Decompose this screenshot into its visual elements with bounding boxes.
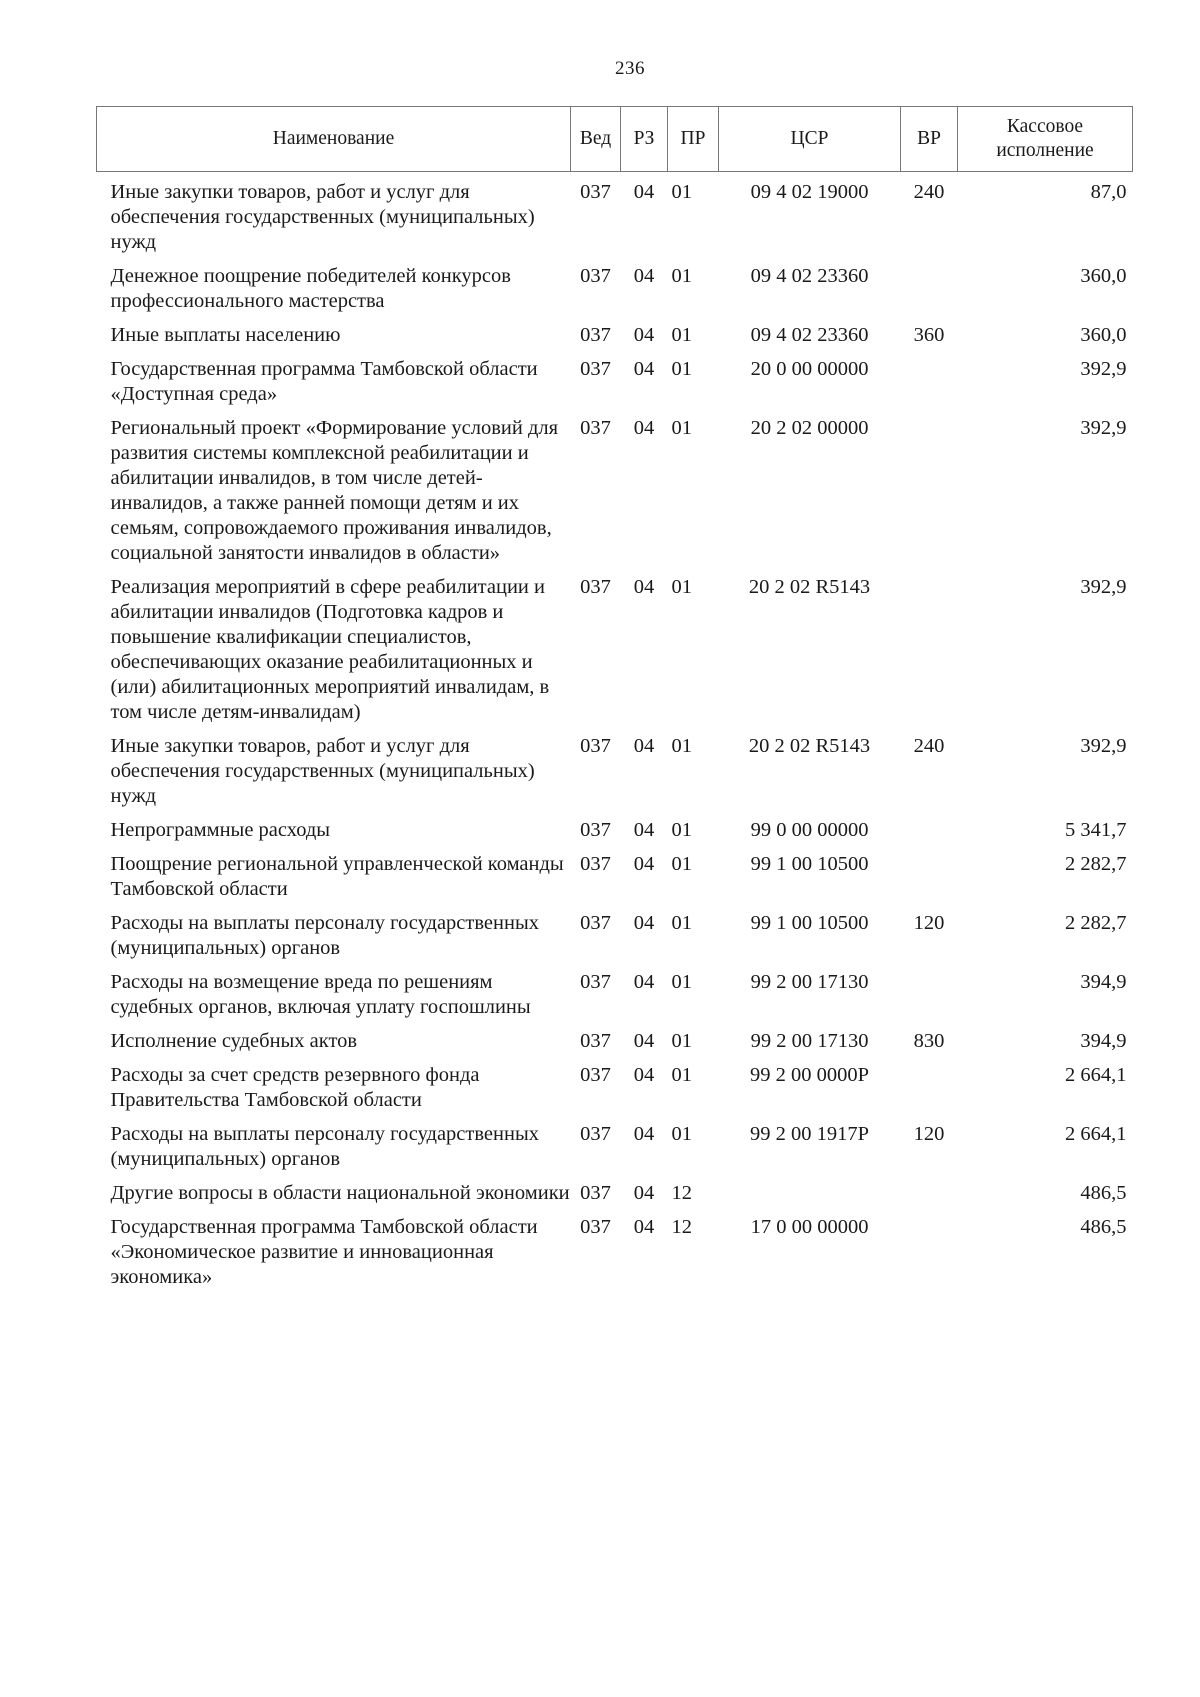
cell-sum: 486,5: [1080, 1182, 1127, 1204]
cell-sum: 394,9: [1080, 971, 1127, 993]
header-rz: РЗ: [621, 107, 668, 172]
cell-rz: 04: [633, 181, 655, 203]
cell-rz: 04: [633, 735, 655, 757]
cell-rz: 04: [633, 971, 655, 993]
table-row: [97, 409, 1133, 568]
cell-vr: 120: [913, 912, 945, 934]
cell-pr: 01: [671, 358, 692, 380]
cell-ved: 037: [580, 853, 611, 875]
cell-sum: 392,9: [1080, 417, 1127, 439]
cell-rz: 04: [633, 324, 655, 346]
cell-sum: 392,9: [1080, 358, 1127, 380]
cell-ved: 037: [580, 576, 611, 598]
table-row: [97, 257, 1133, 316]
header-name: Наименование: [97, 107, 571, 172]
table-row: [97, 904, 1133, 963]
header-sum: Кассовое исполнение: [958, 107, 1133, 172]
table-row: [97, 172, 1133, 258]
cell-name: Исполнение судебных актов: [110, 1030, 358, 1052]
table-row: [97, 1022, 1133, 1056]
cell-vr: 830: [913, 1030, 945, 1052]
cell-rz: 04: [633, 1182, 655, 1204]
cell-pr: 12: [671, 1216, 692, 1238]
cell-vr: [901, 1056, 958, 1115]
cell-pr: 01: [671, 1123, 692, 1145]
cell-ved: 037: [580, 1123, 611, 1145]
table-header: [97, 107, 1133, 172]
cell-pr: 12: [671, 1182, 692, 1204]
table-row: [97, 727, 1133, 811]
cell-name: Расходы на возмещение вреда по решениям судебных органов, включая уплату госпошлины: [110, 971, 531, 1018]
cell-csr: 20 2 02 00000: [750, 417, 869, 439]
cell-vr: [901, 811, 958, 845]
table-row: [97, 1115, 1133, 1174]
cell-name: Расходы на выплаты персоналу государственных (муниципальных) органов: [110, 1123, 539, 1170]
cell-name: Региональный проект «Формирование условий для развития системы комплексной реабилитации и абилитации инвалидов, в том числе детей-инвалидов, а также ранней помощи детям и их семьям, сопровождаемого проживания инвалидов, социальной занятости инвалидов в области»: [110, 417, 559, 564]
cell-csr: 09 4 02 23360: [750, 265, 869, 287]
cell-vr: [901, 1174, 958, 1208]
cell-csr: 99 2 00 0000Р: [749, 1064, 870, 1086]
cell-rz: 04: [633, 1030, 655, 1052]
cell-rz: 04: [633, 358, 655, 380]
budget-table: [96, 106, 1133, 1292]
cell-name: Расходы на выплаты персоналу государственных (муниципальных) органов: [110, 912, 539, 959]
cell-rz: 04: [633, 576, 655, 598]
cell-csr: 99 2 00 1917Р: [749, 1123, 870, 1145]
cell-name: Иные закупки товаров, работ и услуг для обеспечения государственных (муниципальных) нужд: [110, 735, 535, 807]
cell-rz: 04: [633, 1216, 655, 1238]
header-ved: Вед: [571, 107, 621, 172]
cell-ved: 037: [580, 181, 611, 203]
cell-sum: 392,9: [1080, 576, 1127, 598]
cell-sum: 394,9: [1080, 1030, 1127, 1052]
cell-sum: 2 282,7: [1065, 912, 1127, 934]
cell-pr: 01: [671, 265, 692, 287]
header-csr: ЦСР: [719, 107, 901, 172]
cell-ved: 037: [580, 265, 611, 287]
cell-ved: 037: [580, 358, 611, 380]
cell-pr: 01: [671, 735, 692, 757]
cell-csr: 99 2 00 17130: [750, 1030, 869, 1052]
cell-ved: 037: [580, 417, 611, 439]
cell-pr: 01: [671, 181, 692, 203]
cell-sum: 2 664,1: [1065, 1064, 1127, 1086]
cell-pr: 01: [671, 971, 692, 993]
cell-ved: 037: [580, 324, 611, 346]
cell-csr: 99 0 00 00000: [750, 819, 869, 841]
cell-name: Иные закупки товаров, работ и услуг для обеспечения государственных (муниципальных) нужд: [110, 181, 535, 253]
cell-csr: 99 2 00 17130: [750, 971, 869, 993]
cell-rz: 04: [633, 853, 655, 875]
cell-vr: [901, 257, 958, 316]
cell-ved: 037: [580, 1064, 611, 1086]
cell-vr: 360: [913, 324, 945, 346]
cell-csr: 20 2 02 R5143: [748, 576, 871, 598]
cell-name: Непрограммные расходы: [110, 819, 331, 841]
table-row: [97, 845, 1133, 904]
cell-vr: [901, 568, 958, 727]
cell-csr: 20 0 00 00000: [750, 358, 869, 380]
cell-pr: 01: [671, 819, 692, 841]
cell-name: Государственная программа Тамбовской области «Экономическое развитие и инновационная экономика»: [110, 1216, 538, 1288]
cell-pr: 01: [671, 912, 692, 934]
cell-sum: 2 282,7: [1065, 853, 1127, 875]
cell-sum: 360,0: [1080, 265, 1127, 287]
cell-vr: 240: [913, 735, 945, 757]
cell-pr: 01: [671, 576, 692, 598]
cell-name: Поощрение региональной управленческой команды Тамбовской области: [110, 853, 564, 900]
table-row: [97, 350, 1133, 409]
cell-ved: 037: [580, 1182, 611, 1204]
cell-name: Государственная программа Тамбовской области «Доступная среда»: [110, 358, 538, 405]
cell-pr: 01: [671, 853, 692, 875]
cell-pr: 01: [671, 1064, 692, 1086]
cell-name: Расходы за счет средств резервного фонда Правительства Тамбовской области: [110, 1064, 480, 1111]
cell-sum: 5 341,7: [1065, 819, 1127, 841]
cell-pr: 01: [671, 1030, 692, 1052]
cell-vr: [901, 1208, 958, 1292]
cell-name: Иные выплаты населению: [110, 324, 341, 346]
cell-ved: 037: [580, 912, 611, 934]
cell-csr: 99 1 00 10500: [750, 912, 869, 934]
cell-rz: 04: [633, 912, 655, 934]
cell-csr: 99 1 00 10500: [750, 853, 869, 875]
cell-vr: [901, 845, 958, 904]
cell-vr: [901, 350, 958, 409]
cell-pr: 01: [671, 417, 692, 439]
cell-ved: 037: [580, 971, 611, 993]
cell-vr: [901, 409, 958, 568]
cell-vr: [901, 963, 958, 1022]
cell-name: Другие вопросы в области национальной экономики: [110, 1182, 570, 1204]
table-row: [97, 568, 1133, 727]
table-row: [97, 1056, 1133, 1115]
cell-sum: 87,0: [1090, 181, 1127, 203]
cell-rz: 04: [633, 819, 655, 841]
cell-vr: 120: [913, 1123, 945, 1145]
cell-rz: 04: [633, 1123, 655, 1145]
cell-csr: 17 0 00 00000: [750, 1216, 869, 1238]
table-row: [97, 1174, 1133, 1208]
cell-csr: 09 4 02 23360: [750, 324, 869, 346]
cell-rz: 04: [633, 265, 655, 287]
cell-sum: 486,5: [1080, 1216, 1127, 1238]
cell-rz: 04: [633, 1064, 655, 1086]
cell-sum: 392,9: [1080, 735, 1127, 757]
cell-csr: 09 4 02 19000: [750, 181, 869, 203]
table-row: [97, 963, 1133, 1022]
cell-vr: 240: [913, 181, 945, 203]
cell-ved: 037: [580, 1216, 611, 1238]
cell-pr: 01: [671, 324, 692, 346]
cell-ved: 037: [580, 1030, 611, 1052]
table-row: [97, 811, 1133, 845]
page-number: 236: [615, 58, 645, 79]
cell-sum: 2 664,1: [1065, 1123, 1127, 1145]
cell-ved: 037: [580, 735, 611, 757]
cell-name: Денежное поощрение победителей конкурсов профессионального мастерства: [110, 265, 511, 312]
table-body: [97, 172, 1133, 1293]
cell-ved: 037: [580, 819, 611, 841]
cell-csr: [719, 1174, 901, 1208]
cell-name: Реализация мероприятий в сфере реабилитации и абилитации инвалидов (Подготовка кадров и повышение квалификации специалистов, обеспечивающих оказание реабилитационных и (или) абилитационных мероприятий инвалидам, в том числе детям-инвалидам): [110, 576, 550, 723]
header-pr: ПР: [668, 107, 719, 172]
cell-csr: 20 2 02 R5143: [748, 735, 871, 757]
table-row: [97, 1208, 1133, 1292]
cell-sum: 360,0: [1080, 324, 1127, 346]
header-vr: ВР: [901, 107, 958, 172]
cell-rz: 04: [633, 417, 655, 439]
table-row: [97, 316, 1133, 350]
